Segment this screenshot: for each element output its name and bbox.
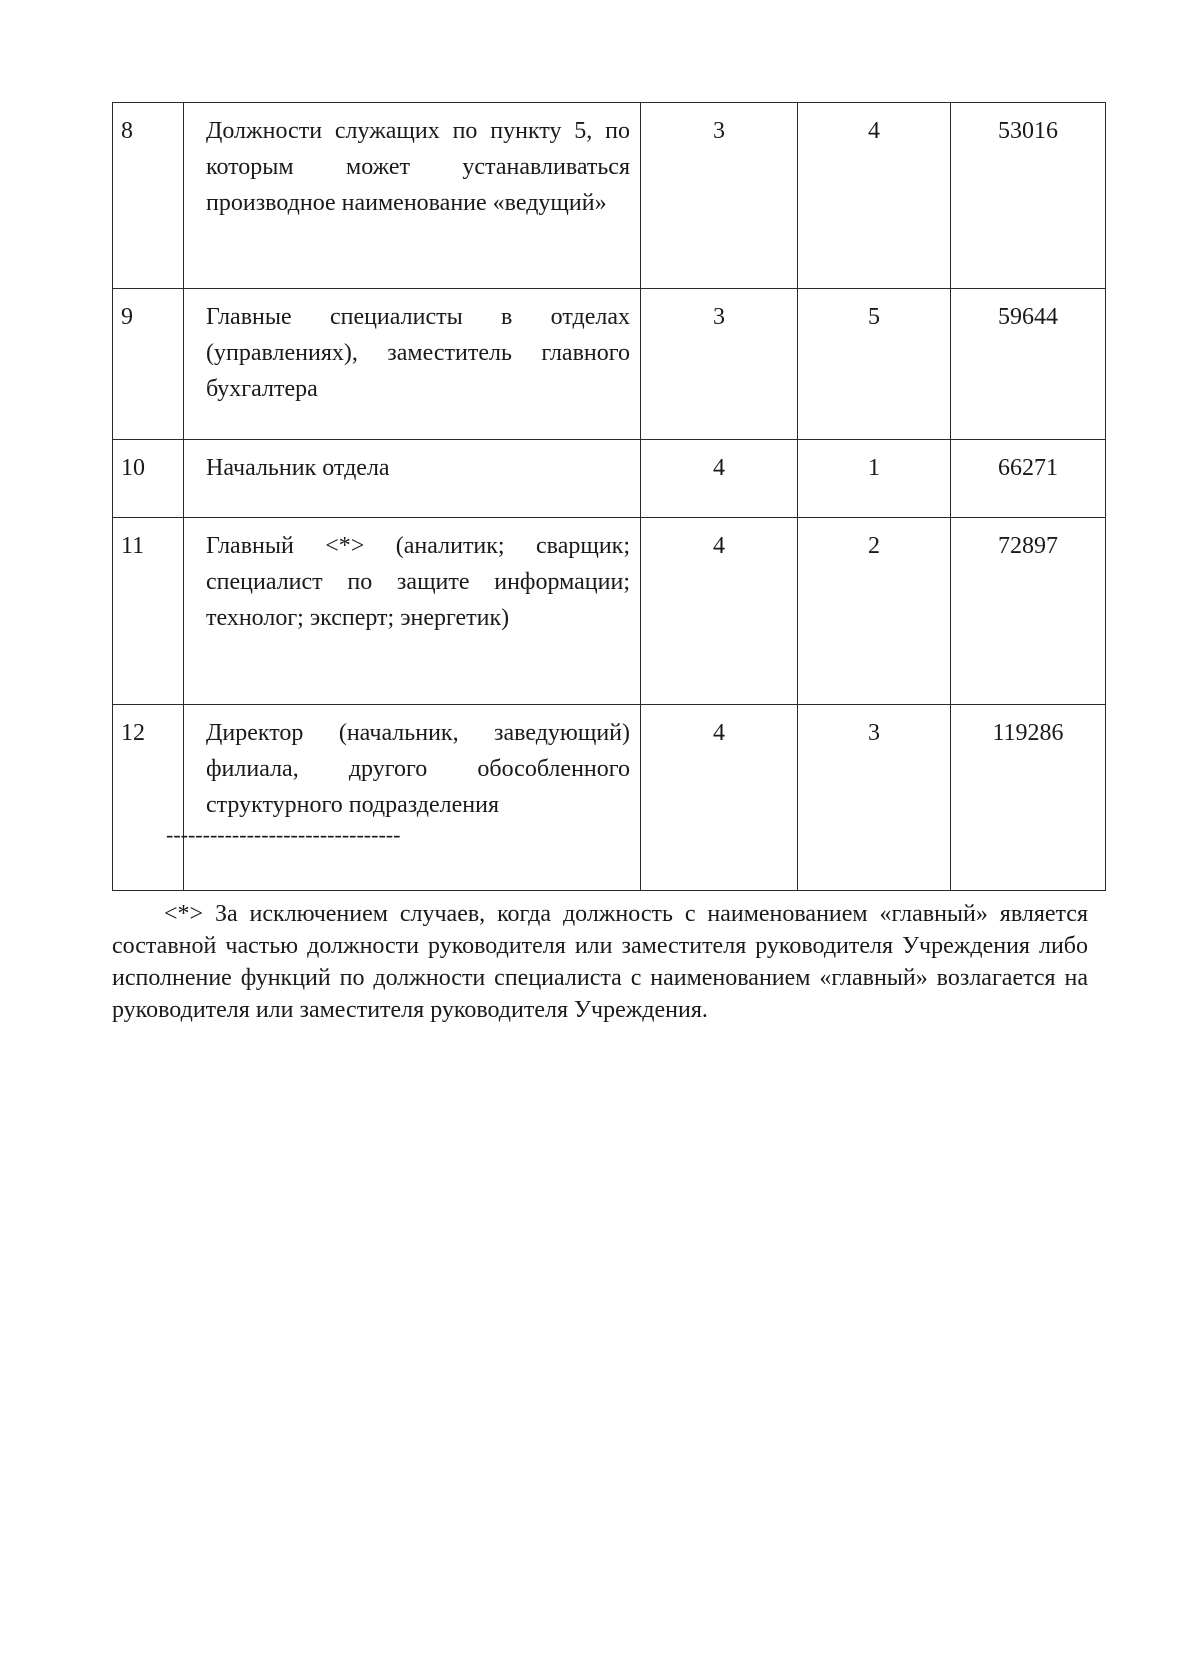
table-row xyxy=(113,705,1106,891)
table-row xyxy=(113,289,1106,440)
position-title: Главные специалисты в отделах (управлениях), заместитель главного бухгалтера xyxy=(184,289,641,440)
qualification-level: 2 xyxy=(798,518,951,705)
qualification-group: 4 xyxy=(641,440,798,518)
salary-amount: 66271 xyxy=(951,440,1106,518)
table-row xyxy=(113,440,1106,518)
row-number: 9 xyxy=(113,289,184,440)
position-title: Главный <*> (аналитик; сварщик; специалист по защите информации; технолог; эксперт; энергетик) xyxy=(184,518,641,705)
row-number: 12 xyxy=(113,705,184,891)
qualification-level: 1 xyxy=(798,440,951,518)
qualification-group: 4 xyxy=(641,705,798,891)
positions-salary-table xyxy=(112,102,1106,891)
qualification-level: 3 xyxy=(798,705,951,891)
salary-amount: 59644 xyxy=(951,289,1106,440)
qualification-level: 5 xyxy=(798,289,951,440)
row-number: 10 xyxy=(113,440,184,518)
position-title: Начальник отдела xyxy=(184,440,641,518)
salary-amount: 72897 xyxy=(951,518,1106,705)
row-number: 8 xyxy=(113,103,184,289)
qualification-group: 3 xyxy=(641,289,798,440)
salary-amount: 53016 xyxy=(951,103,1106,289)
table-row xyxy=(113,103,1106,289)
footnote-separator: -------------------------------- xyxy=(166,822,401,847)
qualification-group: 4 xyxy=(641,518,798,705)
table-row xyxy=(113,518,1106,705)
qualification-group: 3 xyxy=(641,103,798,289)
salary-amount: 119286 xyxy=(951,705,1106,891)
position-title: Директор (начальник, заведующий) филиала, другого обособленного структурного подразделения xyxy=(184,705,641,891)
row-number: 11 xyxy=(113,518,184,705)
qualification-level: 4 xyxy=(798,103,951,289)
position-title: Должности служащих по пункту 5, по которым может устанавливаться производное наименование «ведущий» xyxy=(184,103,641,289)
footnote-text: <*> За исключением случаев, когда должность с наименованием «главный» является составной частью должности руководителя или заместителя руководителя Учреждения либо исполнение функций по должности специалиста с наименованием «главный» возлагается на руководителя или заместителя руководителя Учреждения. xyxy=(112,901,1088,1023)
